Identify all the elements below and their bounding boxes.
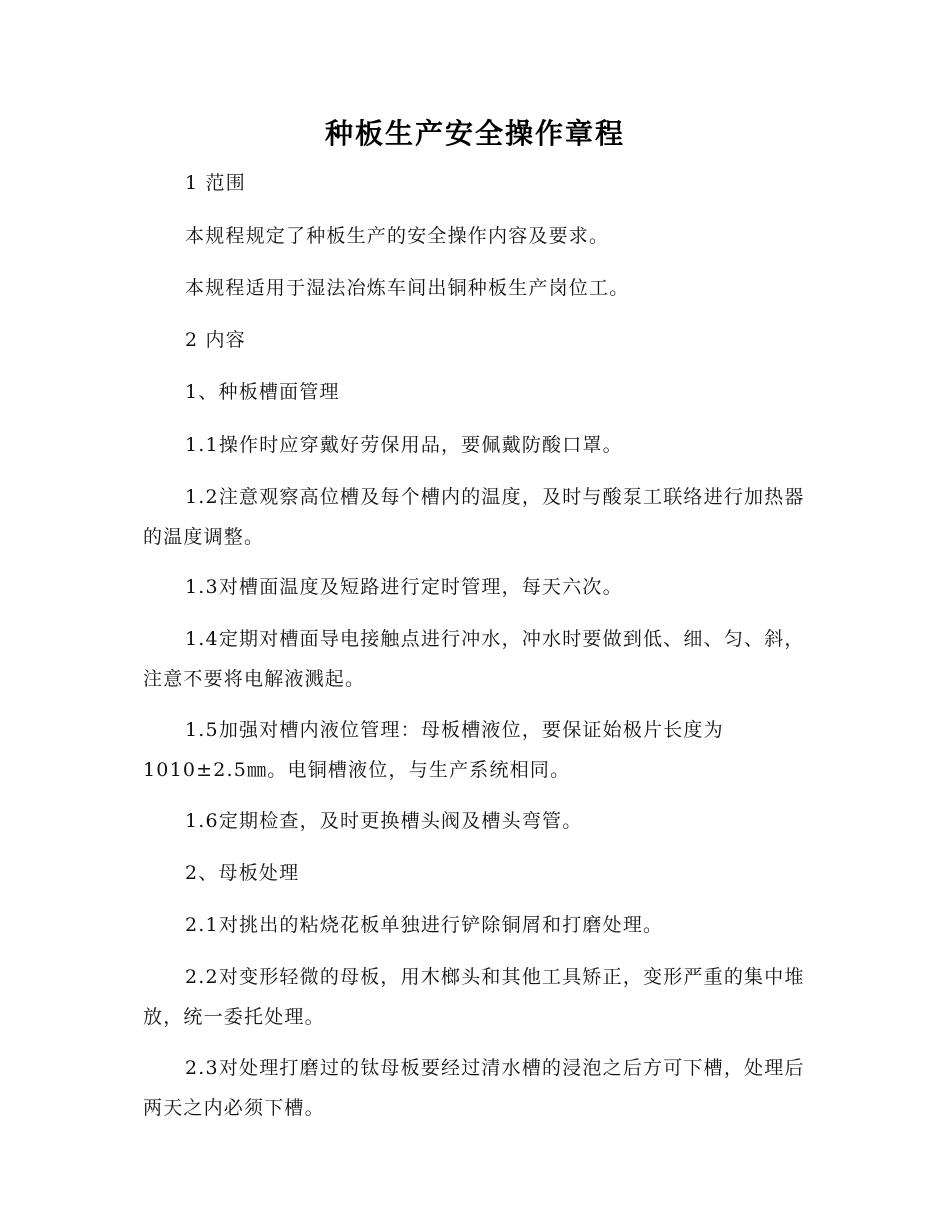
paragraph: 2.2对变形轻微的母板，用木榔头和其他工具矫正，变形严重的集中堆放，统一委托处理。 <box>143 966 805 1028</box>
paragraph: 2.3对处理打磨过的钛母板要经过清水槽的浸泡之后方可下槽，处理后两天之内必须下槽。 <box>143 1057 805 1119</box>
section-heading-content: 2 内容 <box>185 329 246 351</box>
paragraph: 1.4定期对槽面导电接触点进行冲水，冲水时要做到低、细、匀、斜，注意不要将电解液溅起。 <box>143 628 805 690</box>
subsection-heading: 2、母板处理 <box>185 862 300 884</box>
paragraph: 1.5加强对槽内液位管理：母板槽液位，要保证始极片长度为1010±2.5㎜。电铜槽液位，与生产系统相同。 <box>143 719 724 781</box>
paragraph: 本规程适用于湿法冶炼车间出铜种板生产岗位工。 <box>185 277 630 299</box>
paragraph: 1.1操作时应穿戴好劳保用品，要佩戴防酸口罩。 <box>185 434 623 456</box>
section-heading-scope: 1 范围 <box>185 172 246 194</box>
paragraph: 1.2注意观察高位槽及每个槽内的温度，及时与酸泵工联络进行加热器的温度调整。 <box>143 486 805 548</box>
subsection-heading: 1、种板槽面管理 <box>185 381 340 403</box>
paragraph: 1.6定期检查，及时更换槽头阀及槽头弯管。 <box>185 810 583 832</box>
paragraph: 本规程规定了种板生产的安全操作内容及要求。 <box>185 225 610 247</box>
paragraph: 2.1对挑出的粘烧花板单独进行铲除铜屑和打磨处理。 <box>185 914 664 936</box>
paragraph: 1.3对槽面温度及短路进行定时管理，每天六次。 <box>185 576 623 598</box>
document-title: 种板生产安全操作章程 <box>324 117 625 150</box>
